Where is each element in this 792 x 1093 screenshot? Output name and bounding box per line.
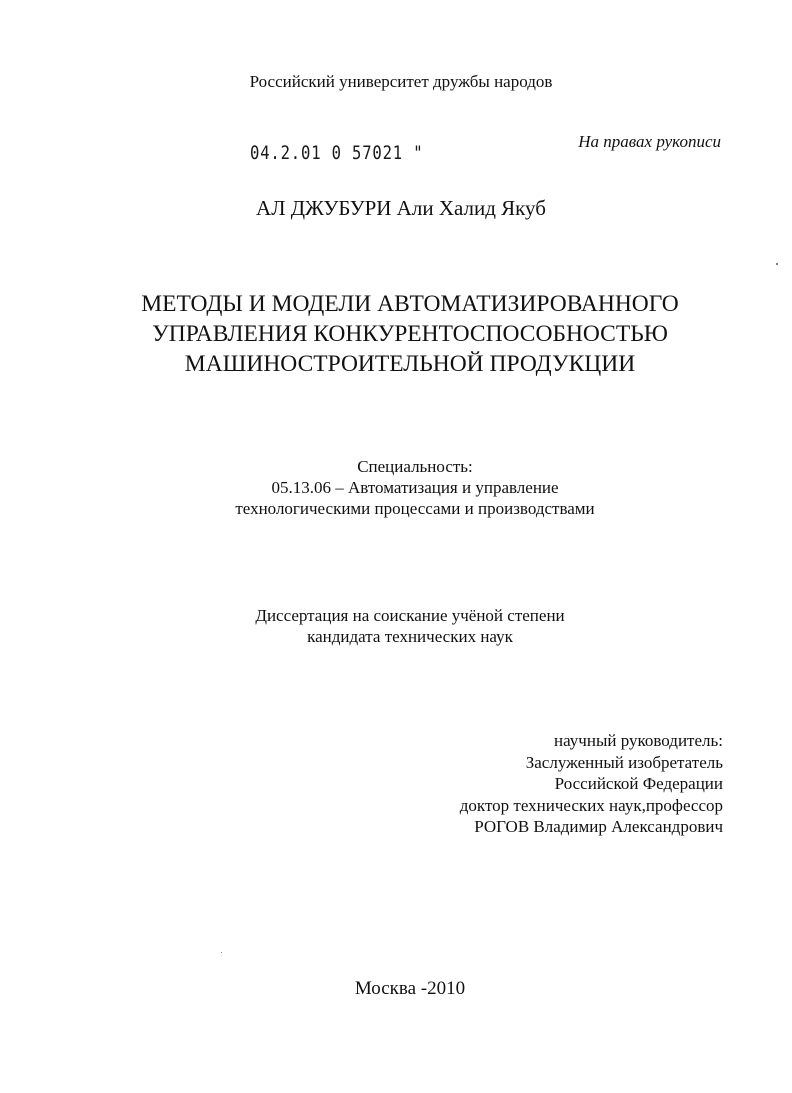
registration-stamp: 04.2.01 0 57021 " bbox=[250, 142, 424, 164]
scan-speck bbox=[221, 952, 222, 953]
scan-speck bbox=[776, 263, 778, 265]
supervisor-block bbox=[360, 730, 723, 838]
rights-note: На правах рукописи bbox=[578, 132, 721, 151]
author-name: АЛ ДЖУБУРИ Али Халид Якуб bbox=[256, 196, 546, 220]
title-line: УПРАВЛЕНИЯ КОНКУРЕНТОСПОСОБНОСТЬЮ bbox=[152, 321, 668, 347]
supervisor-line: научный руководитель: bbox=[554, 731, 723, 750]
specialty-block bbox=[95, 456, 735, 519]
degree-line: Диссертация на соискание учёной степени bbox=[255, 606, 565, 625]
title-line: МЕТОДЫ И МОДЕЛИ АВТОМАТИЗИРОВАННОГО bbox=[141, 291, 679, 317]
specialty-description: технологическими процессами и производствами bbox=[235, 499, 595, 518]
supervisor-name: РОГОВ Владимир Александрович bbox=[474, 817, 723, 836]
university-name: Российский университет дружбы народов bbox=[249, 72, 553, 91]
degree-block bbox=[95, 605, 725, 647]
city-year: Москва -2010 bbox=[354, 978, 466, 999]
supervisor-line: Заслуженный изобретатель bbox=[525, 752, 723, 772]
degree-line: кандидата технических наук bbox=[307, 627, 513, 646]
title-line: МАШИНОСТРОИТЕЛЬНОЙ ПРОДУКЦИИ bbox=[184, 351, 636, 377]
supervisor-line: Российской Федерации bbox=[554, 774, 723, 793]
supervisor-line: доктор технических наук,профессор bbox=[459, 795, 723, 815]
specialty-label: Специальность: bbox=[357, 457, 473, 476]
specialty-code: 05.13.06 – Автоматизация и управление bbox=[271, 478, 559, 497]
thesis-title bbox=[95, 289, 725, 379]
